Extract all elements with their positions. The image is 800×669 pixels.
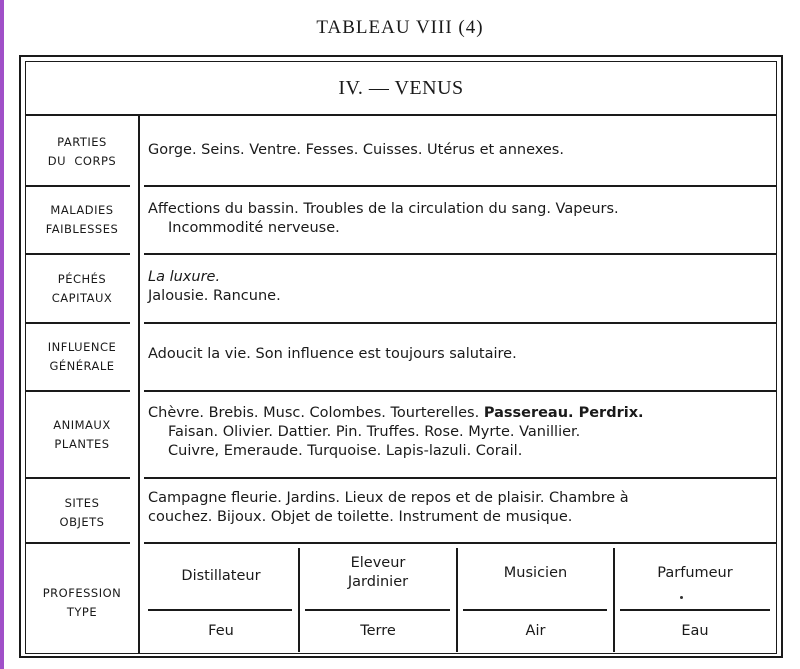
row-divider-left (26, 253, 130, 255)
profession-element: Eau (681, 623, 709, 639)
row-divider-right (144, 477, 776, 479)
profession-name: Distillateur (181, 568, 261, 584)
row-label-parties-du-corps: PARTIES DU CORPS (47, 135, 117, 168)
row-divider-left (26, 542, 130, 544)
row-divider-right (144, 322, 776, 324)
animaux-line1-bold: Passereau. Perdrix. (483, 405, 644, 421)
row-label-sites-objets: SITES OBJETS (59, 496, 105, 529)
row-label-profession-type: PROFESSION TYPE (42, 586, 122, 619)
profession-column-eleveur-jardinier (300, 548, 456, 652)
row-content-parties-du-corps: Gorge. Seins. Ventre. Fesses. Cuisses. Utérus et annexes. (148, 142, 564, 158)
table-header-venus: IV. — VENUS (26, 62, 776, 116)
row-content-sites-objets: Campagne fleurie. Jardins. Lieux de repos et de plaisir. Chambre à couchez. Bijoux. Objet de toilette. Instrument de musique. (148, 490, 629, 525)
profession-name: Parfumeur (657, 565, 733, 581)
row-content-maladies-faiblesses: Affections du bassin. Troubles de la circulation du sang. Vapeurs. Incommodité nerveuse. (148, 201, 619, 236)
row-label-maladies-faiblesses: MALADIES FAIBLESSES (45, 203, 119, 236)
profession-column-musicien (458, 548, 613, 652)
row-divider-right (144, 185, 776, 187)
row-divider-left (26, 322, 130, 324)
row-label-peches-capitaux: PÉCHÉS CAPITAUX (51, 272, 113, 305)
print-speck (680, 596, 683, 599)
animaux-line1-regular: Chèvre. Brebis. Musc. Colombes. Tourterelles. (148, 405, 480, 421)
row-divider-right (144, 253, 776, 255)
row-divider-right (144, 542, 776, 544)
row-divider-right (144, 390, 776, 392)
row-divider-left (26, 185, 130, 187)
row-content-influence-generale: Adoucit la vie. Son influence est toujours salutaire. (148, 346, 517, 362)
row-label-animaux-plantes: ANIMAUX PLANTES (53, 418, 111, 451)
row-label-influence-generale: INFLUENCE GÉNÉRALE (47, 340, 117, 373)
profession-name: Musicien (503, 565, 568, 581)
profession-name: Eleveur Jardinier (347, 555, 409, 590)
row-content-peches-capitaux: La luxure. Jalousie. Rancune. (148, 269, 281, 304)
row-divider-left (26, 390, 130, 392)
page-left-edge (0, 0, 4, 669)
page-title: TABLEAU VIII (4) (316, 17, 484, 38)
profession-element: Air (525, 623, 546, 639)
profession-column-distillateur (144, 548, 298, 652)
row-content-animaux-plantes: Chèvre. Brebis. Musc. Colombes. Tourterelles. Passereau. Perdrix. Faisan. Olivier. Dattier. Pin. Truffes. Rose. Myrte. Vanillier. Cuivre, Emeraude. Turquoise. Lapis-lazuli. Corail. (148, 405, 644, 459)
profession-element: Feu (208, 623, 234, 639)
profession-element: Terre (360, 623, 396, 639)
column-divider (138, 116, 140, 654)
profession-column-parfumeur (615, 548, 775, 652)
row-divider-left (26, 477, 130, 479)
